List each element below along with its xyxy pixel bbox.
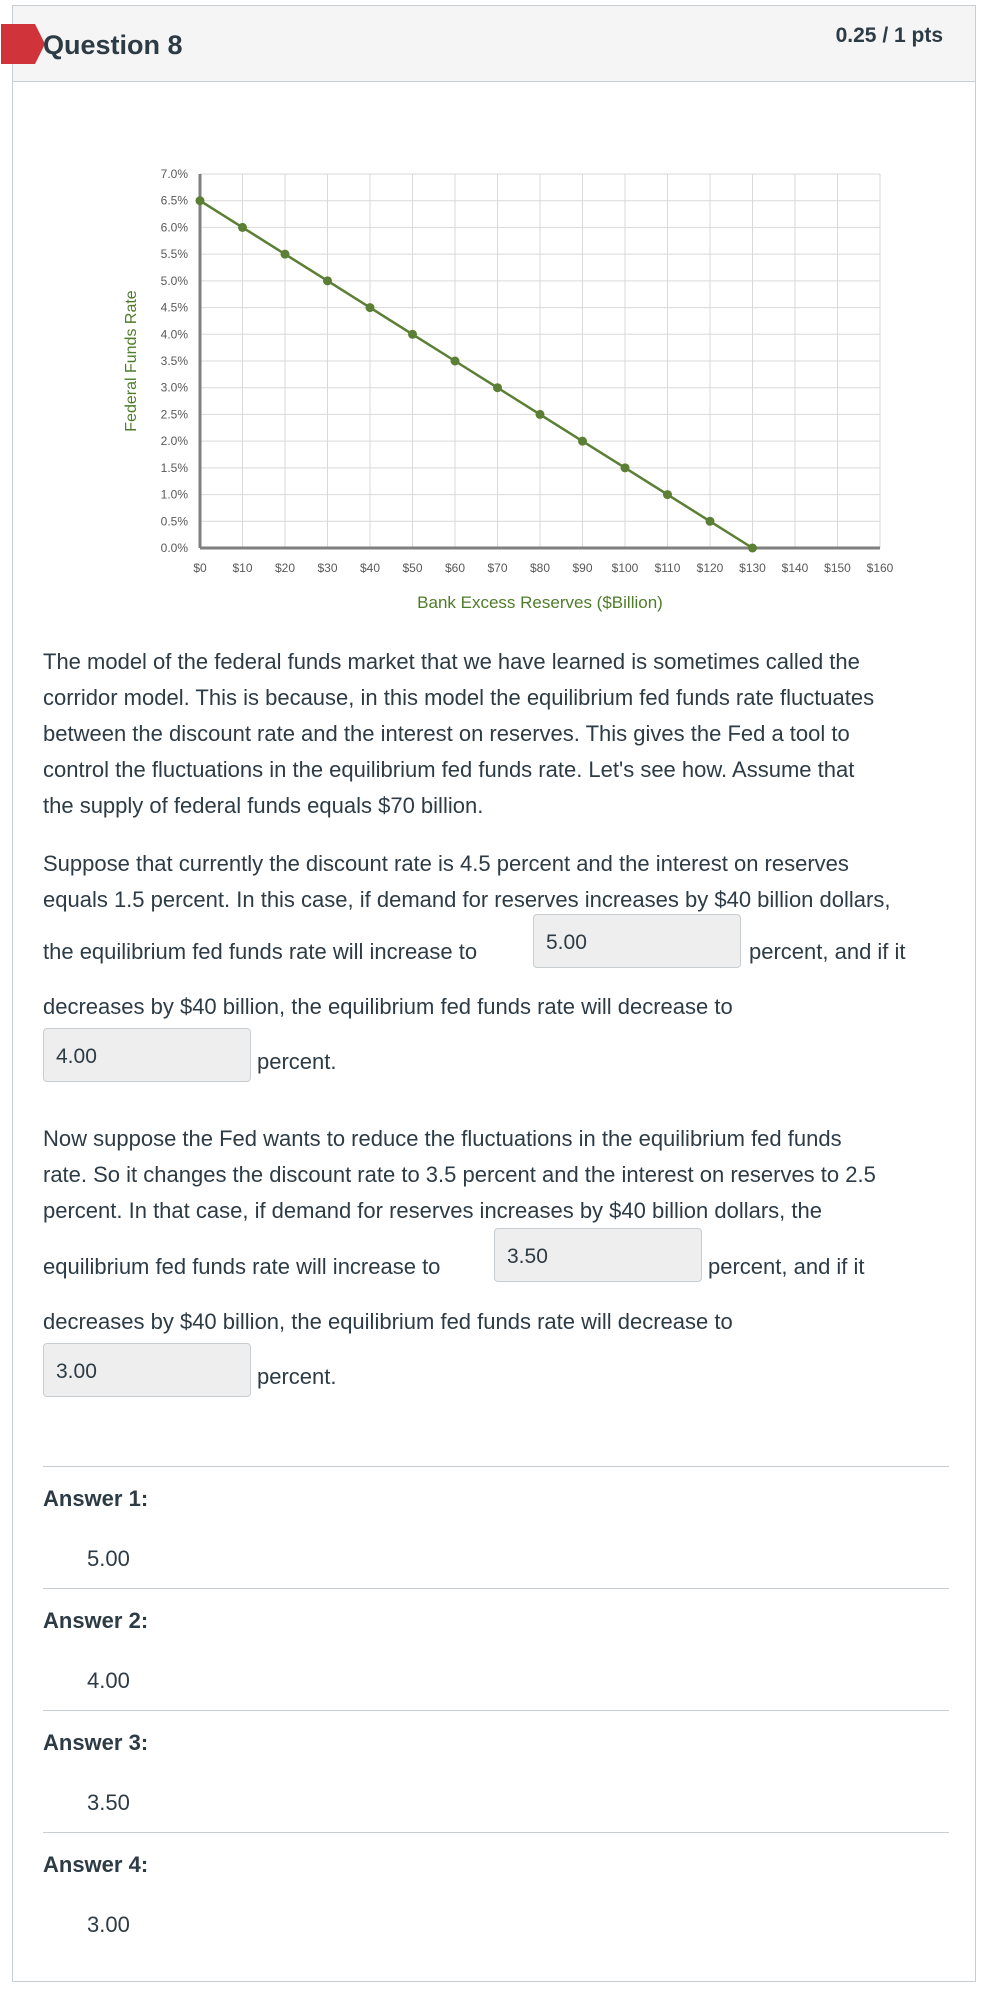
y-tick-label: 1.5% <box>160 460 188 475</box>
text-line: decreases by $40 billion, the equilibrium fed funds rate will decrease to <box>43 994 733 1019</box>
answer-input-4[interactable]: 3.00 <box>43 1343 251 1397</box>
y-tick-label: 5.0% <box>160 273 188 288</box>
x-tick-label: $60 <box>444 561 466 575</box>
chart-svg <box>108 156 918 626</box>
text-line: decreases by $40 billion, the equilibrium fed funds rate will decrease to <box>43 1309 733 1334</box>
question-title: Question 8 <box>43 30 183 60</box>
data-point <box>366 303 375 312</box>
data-point <box>323 276 332 285</box>
question-header <box>13 6 975 82</box>
text-line: equilibrium fed funds rate will increase to <box>43 1254 441 1279</box>
divider <box>43 1588 949 1589</box>
data-point <box>663 490 672 499</box>
text-line: percent, and if it <box>749 939 906 964</box>
data-point <box>281 250 290 259</box>
x-tick-label: $150 <box>824 561 851 575</box>
x-tick-label: $130 <box>739 561 766 575</box>
data-point <box>706 517 715 526</box>
divider <box>43 1832 949 1833</box>
data-point <box>196 196 205 205</box>
answer-value-2: 4.00 <box>87 1668 130 1693</box>
text-line: equals 1.5 percent. In this case, if demand for reserves increases by $40 billion dollars, <box>43 887 891 912</box>
answer-label-1: Answer 1: <box>43 1486 149 1511</box>
answer-input-1[interactable]: 5.00 <box>533 914 741 968</box>
text-line: the supply of federal funds equals $70 billion. <box>43 793 484 818</box>
x-axis-title: Bank Excess Reserves ($Billion) <box>417 593 663 612</box>
text-line: corridor model. This is because, in this model the equilibrium fed funds rate fluctuates <box>43 685 875 710</box>
y-tick-label: 3.0% <box>160 380 188 395</box>
y-tick-label: 5.5% <box>160 247 188 262</box>
x-tick-label: $70 <box>487 561 508 575</box>
text-line: rate. So it changes the discount rate to 3.5 percent and the interest on reserves to 2.5 <box>43 1162 876 1187</box>
y-axis-title: Federal Funds Rate <box>123 290 140 432</box>
text-line: between the discount rate and the interest on reserves. This gives the Fed a tool to <box>43 721 850 746</box>
text-line: control the fluctuations in the equilibrium fed funds rate. Let's see how. Assume that <box>43 757 855 782</box>
y-tick-label: 6.5% <box>160 193 188 208</box>
x-tick-label: $140 <box>781 561 809 575</box>
x-tick-label: $160 <box>866 561 894 575</box>
y-tick-label: 2.0% <box>160 434 188 449</box>
answer-value-4: 3.00 <box>87 1912 130 1937</box>
y-tick-label: 1.0% <box>160 487 188 502</box>
data-point <box>238 223 247 232</box>
y-tick-label: 4.5% <box>160 300 188 315</box>
text-line: percent. <box>257 1049 337 1074</box>
question-flag-icon[interactable] <box>1 24 45 64</box>
answer-label-3: Answer 3: <box>43 1730 149 1755</box>
reserves-chart <box>108 156 918 626</box>
x-tick-label: $90 <box>572 561 593 575</box>
x-tick-label: $20 <box>274 561 296 575</box>
text-line: Suppose that currently the discount rate is 4.5 percent and the interest on reserves <box>43 851 849 876</box>
x-tick-label: $0 <box>193 561 207 575</box>
data-point <box>408 330 417 339</box>
x-tick-label: $50 <box>402 561 423 575</box>
text-line: percent, and if it <box>708 1254 865 1279</box>
data-point <box>621 463 630 472</box>
x-tick-label: $80 <box>529 561 551 575</box>
answer-input-2[interactable]: 4.00 <box>43 1028 251 1082</box>
y-tick-label: 0.5% <box>160 514 188 529</box>
x-tick-label: $110 <box>654 561 681 575</box>
text-line: the equilibrium fed funds rate will increase to <box>43 939 478 964</box>
data-point <box>451 357 460 366</box>
x-tick-label: $30 <box>317 561 338 575</box>
divider <box>43 1466 949 1467</box>
text-line: Now suppose the Fed wants to reduce the fluctuations in the equilibrium fed funds <box>43 1126 842 1151</box>
x-tick-label: $100 <box>611 561 639 575</box>
text-line: percent. <box>257 1364 337 1389</box>
answer-value-3: 3.50 <box>87 1790 130 1815</box>
y-tick-label: 4.0% <box>160 327 188 342</box>
answer-label-4: Answer 4: <box>43 1852 149 1877</box>
answer-value-1: 5.00 <box>87 1546 130 1571</box>
x-tick-label: $120 <box>696 561 724 575</box>
x-tick-label: $10 <box>232 561 253 575</box>
text-line: percent. In that case, if demand for reserves increases by $40 billion dollars, the <box>43 1198 822 1223</box>
paragraph-scenario-1 <box>43 846 963 1106</box>
y-tick-label: 6.0% <box>160 220 188 235</box>
question-points: 0.25 / 1 pts <box>835 24 943 47</box>
x-tick-label: $40 <box>359 561 381 575</box>
data-point <box>536 410 545 419</box>
divider <box>43 1710 949 1711</box>
text-line: The model of the federal funds market that we have learned is sometimes called the <box>43 649 860 674</box>
y-tick-label: 7.0% <box>160 167 188 181</box>
y-tick-label: 2.5% <box>160 407 188 422</box>
question-card <box>12 5 976 1982</box>
answer-label-2: Answer 2: <box>43 1608 149 1633</box>
data-point <box>748 544 757 553</box>
y-tick-label: 3.5% <box>160 354 188 368</box>
paragraph-scenario-2 <box>43 1121 963 1421</box>
data-point <box>578 437 587 446</box>
data-point <box>493 383 502 392</box>
y-tick-label: 0.0% <box>160 541 188 555</box>
answer-input-3[interactable]: 3.50 <box>494 1228 702 1282</box>
